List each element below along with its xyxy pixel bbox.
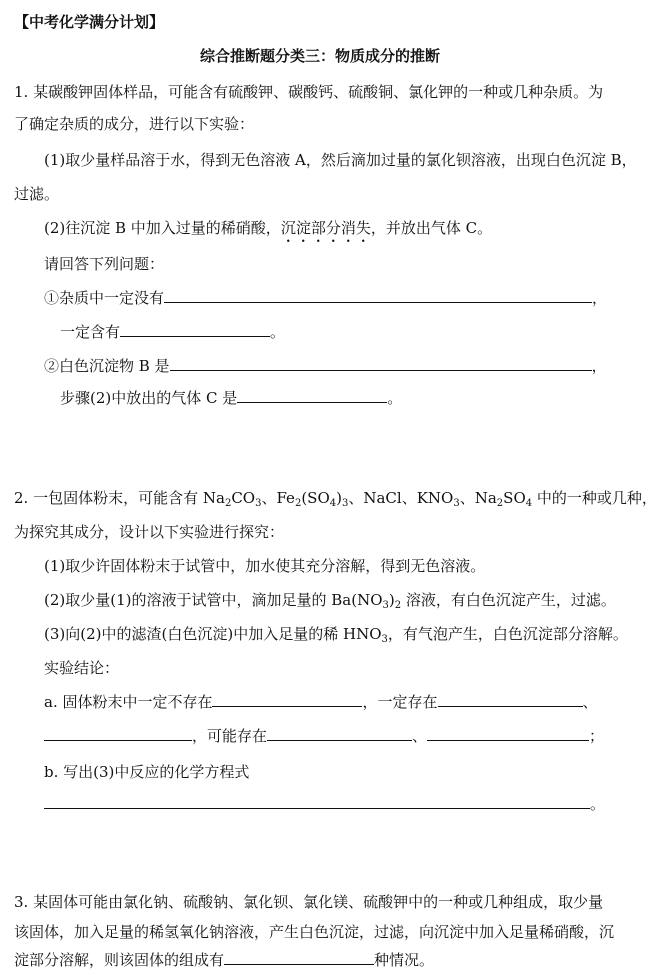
- q2-answer-a: [44, 692, 598, 712]
- q2-a2-blank1[interactable]: [44, 726, 192, 741]
- q2-step2-post: 溶液，有白色沉淀产生，过滤。: [401, 591, 616, 609]
- q1-step2: [44, 218, 492, 246]
- page-title: 综合推断题分类三：物质成分的推断: [199, 47, 440, 65]
- formula-hno3: $HNO_3$: [342, 625, 388, 645]
- q2-step2: [44, 590, 616, 610]
- q1-step2-post: ，并放出气体 C。: [370, 219, 493, 237]
- q1-step2-dotted: 沉淀部分消失: [280, 219, 371, 237]
- q2-a2-blank3[interactable]: [427, 726, 589, 741]
- q2-a-label: a. 固体粉末中一定不存在: [44, 693, 213, 711]
- q3-line3-pre: 淀部分溶解，则该固体的组成有: [14, 951, 225, 969]
- q1-answer-a1: [44, 288, 607, 308]
- q1-answer-b2: [60, 388, 402, 408]
- q2-answer-b-label: b. 写出(3)中反应的化学方程式: [44, 763, 250, 781]
- q1-a1-end: ，: [592, 289, 608, 307]
- q1-a1-blank[interactable]: [164, 288, 592, 303]
- q2-step3-pre: (3)向(2)中的滤渣(白色沉淀)中加入足量的稀: [44, 625, 343, 643]
- q3-line2: 该固体，加入足量的稀氢氧化钠溶液，产生白色沉淀，过滤，向沉淀中加入足量稀硝酸，沉: [14, 923, 615, 941]
- q1-answer-b1: [44, 356, 607, 376]
- q1-b2-label: 步骤(2)中放出的气体 C 是: [60, 389, 238, 407]
- header-tag: 【中考化学满分计划】: [14, 13, 165, 31]
- q1-b2-end: 。: [387, 389, 403, 407]
- q2-answer-a2: [44, 726, 604, 746]
- q1-step1-line1: (1)取少量样品溶于水，得到无色溶液 A，然后滴加过量的氯化钡溶液，出现白色沉淀 B，: [44, 151, 637, 169]
- q2-stem-line2: 为探究其成分，设计以下实验进行探究：: [14, 523, 285, 541]
- q1-prompt: 请回答下列问题：: [44, 255, 165, 273]
- q1-b1-label: ②白色沉淀物 B 是: [44, 357, 170, 375]
- q2-stem-pre: 2. 一包固体粉末，可能含有: [14, 489, 203, 507]
- q1-a2-blank[interactable]: [120, 322, 270, 337]
- q3-blank[interactable]: [224, 950, 374, 965]
- q1-step1-line2: 过滤。: [14, 185, 60, 203]
- formula-bano3: $Ba(NO_3)_2$: [331, 591, 402, 611]
- q2-a2-end: ；: [589, 727, 605, 745]
- q1-a1-label: ①杂质中一定没有: [44, 289, 165, 307]
- q2-answer-b: [44, 794, 605, 814]
- q1-b1-end: ，: [591, 357, 607, 375]
- q3-line1: 3. 某固体可能由氯化钠、硫酸钠、氯化钡、氯化镁、硫酸钾中的一种或几种组成，取少量: [14, 893, 604, 911]
- q2-step2-pre: (2)取少量(1)的溶液于试管中，滴加足量的: [44, 591, 332, 609]
- q2-stem-post: 中的一种或几种，: [532, 489, 657, 507]
- q2-step3-post: ，有气泡产生，白色沉淀部分溶解。: [387, 625, 628, 643]
- q2-a-mid: ，一定存在: [362, 693, 438, 711]
- q1-b1-blank[interactable]: [170, 356, 592, 371]
- q1-answer-a2: [60, 322, 285, 342]
- q3-line3: [14, 950, 434, 970]
- q2-a-end: 、: [582, 693, 598, 711]
- q1-a2-end: 。: [270, 323, 286, 341]
- q1-a2-label: 一定含有: [60, 323, 121, 341]
- q2-a-blank1[interactable]: [212, 692, 362, 707]
- q2-a2-sep: 、: [412, 727, 428, 745]
- q2-stem-line1: [14, 488, 657, 508]
- q1-b2-blank[interactable]: [237, 388, 387, 403]
- q2-b-end: 。: [590, 795, 606, 813]
- q1-stem-line2: 了确定杂质的成分，进行以下实验：: [14, 115, 255, 133]
- q3-line3-post: 种情况。: [374, 951, 435, 969]
- formula-na2co3: $Na_2CO_3$、$Fe_2(SO_4)_3$、NaCl、$KNO_3$、$Na_2SO_4$: [202, 489, 533, 509]
- q2-a2-blank2[interactable]: [267, 726, 412, 741]
- q2-conclusion-label: 实验结论：: [44, 659, 120, 677]
- q2-a2-mid: ，可能存在: [192, 727, 268, 745]
- q2-step1: (1)取少许固体粉末于试管中，加水使其充分溶解，得到无色溶液。: [44, 557, 486, 575]
- q2-step3: [44, 624, 628, 644]
- q2-b-blank[interactable]: [44, 794, 590, 809]
- q2-a-blank2[interactable]: [438, 692, 583, 707]
- q1-step2-pre: (2)往沉淀 B 中加入过量的稀硝酸，: [44, 219, 281, 237]
- q1-stem-line1: 1. 某碳酸钾固体样品，可能含有硫酸钾、碳酸钙、硫酸铜、氯化钾的一种或几种杂质。为: [14, 83, 604, 101]
